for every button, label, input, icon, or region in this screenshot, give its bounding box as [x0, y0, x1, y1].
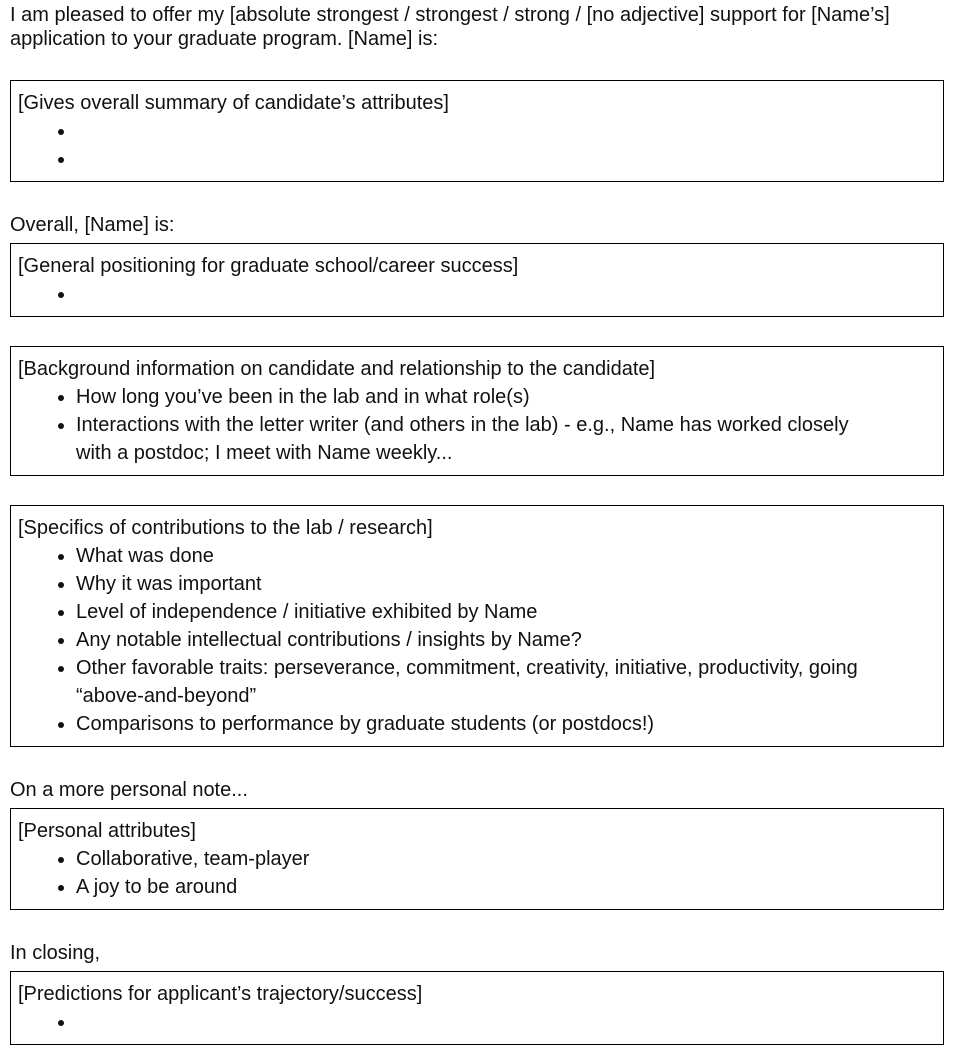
section-closing-predictions — [10, 939, 944, 1045]
content-box — [10, 80, 944, 182]
bullet-item: • Interactions with the letter writer (and others in the lab) - e.g., Name has worked closely with a postdoc; I meet with Name weekly... — [76, 411, 877, 467]
content-box — [10, 971, 944, 1045]
bullet-list — [18, 1008, 935, 1036]
box-heading: [Predictions for applicant’s trajectory/success] — [18, 983, 423, 1005]
box-heading: [Gives overall summary of candidate’s attributes] — [18, 92, 449, 114]
bullet-item: • A joy to be around — [76, 873, 877, 901]
content-box — [10, 505, 944, 747]
bullet-list — [18, 117, 935, 173]
section-lab-contributions — [10, 505, 944, 747]
section-background-info — [10, 346, 944, 476]
bullet-item: • Collaborative, team-player — [76, 845, 877, 873]
bullet-list — [18, 845, 935, 901]
section-personal-attributes — [10, 776, 944, 910]
bullet-item: • Any notable intellectual contributions / insights by Name? — [76, 626, 877, 654]
bullet-item — [76, 145, 877, 173]
intro-paragraph: I am pleased to offer my [absolute strongest / strongest / strong / [no adjective] support for [Name’s] application to your graduate program. [Name] is: — [10, 4, 890, 50]
bullet-item: • What was done — [76, 542, 877, 570]
bullet-list — [18, 280, 935, 308]
box-heading: [Background information on candidate and relationship to the candidate] — [18, 358, 656, 380]
section-label: On a more personal note... — [10, 779, 248, 801]
bullet-list — [18, 542, 935, 738]
content-box — [10, 243, 944, 317]
bullet-list — [18, 383, 935, 467]
section-label: In closing, — [10, 942, 101, 964]
section-overall-summary — [10, 80, 944, 182]
bullet-item: • Other favorable traits: perseverance, commitment, creativity, initiative, productivity, going “above-and-beyond” — [76, 654, 877, 710]
bullet-item — [76, 1008, 877, 1036]
bullet-item — [76, 117, 877, 145]
bullet-item — [76, 280, 877, 308]
letter-template-page — [10, 3, 944, 1045]
bullet-item: • Comparisons to performance by graduate students (or postdocs!) — [76, 710, 877, 738]
box-heading: [Personal attributes] — [18, 820, 196, 842]
bullet-item: • How long you’ve been in the lab and in what role(s) — [76, 383, 877, 411]
box-heading: [Specifics of contributions to the lab / research] — [18, 517, 433, 539]
section-label: Overall, [Name] is: — [10, 214, 175, 236]
bullet-item: • Why it was important — [76, 570, 877, 598]
content-box — [10, 346, 944, 476]
box-heading: [General positioning for graduate school/career success] — [18, 255, 519, 277]
section-general-positioning — [10, 211, 944, 317]
bullet-item: • Level of independence / initiative exhibited by Name — [76, 598, 877, 626]
content-box — [10, 808, 944, 910]
